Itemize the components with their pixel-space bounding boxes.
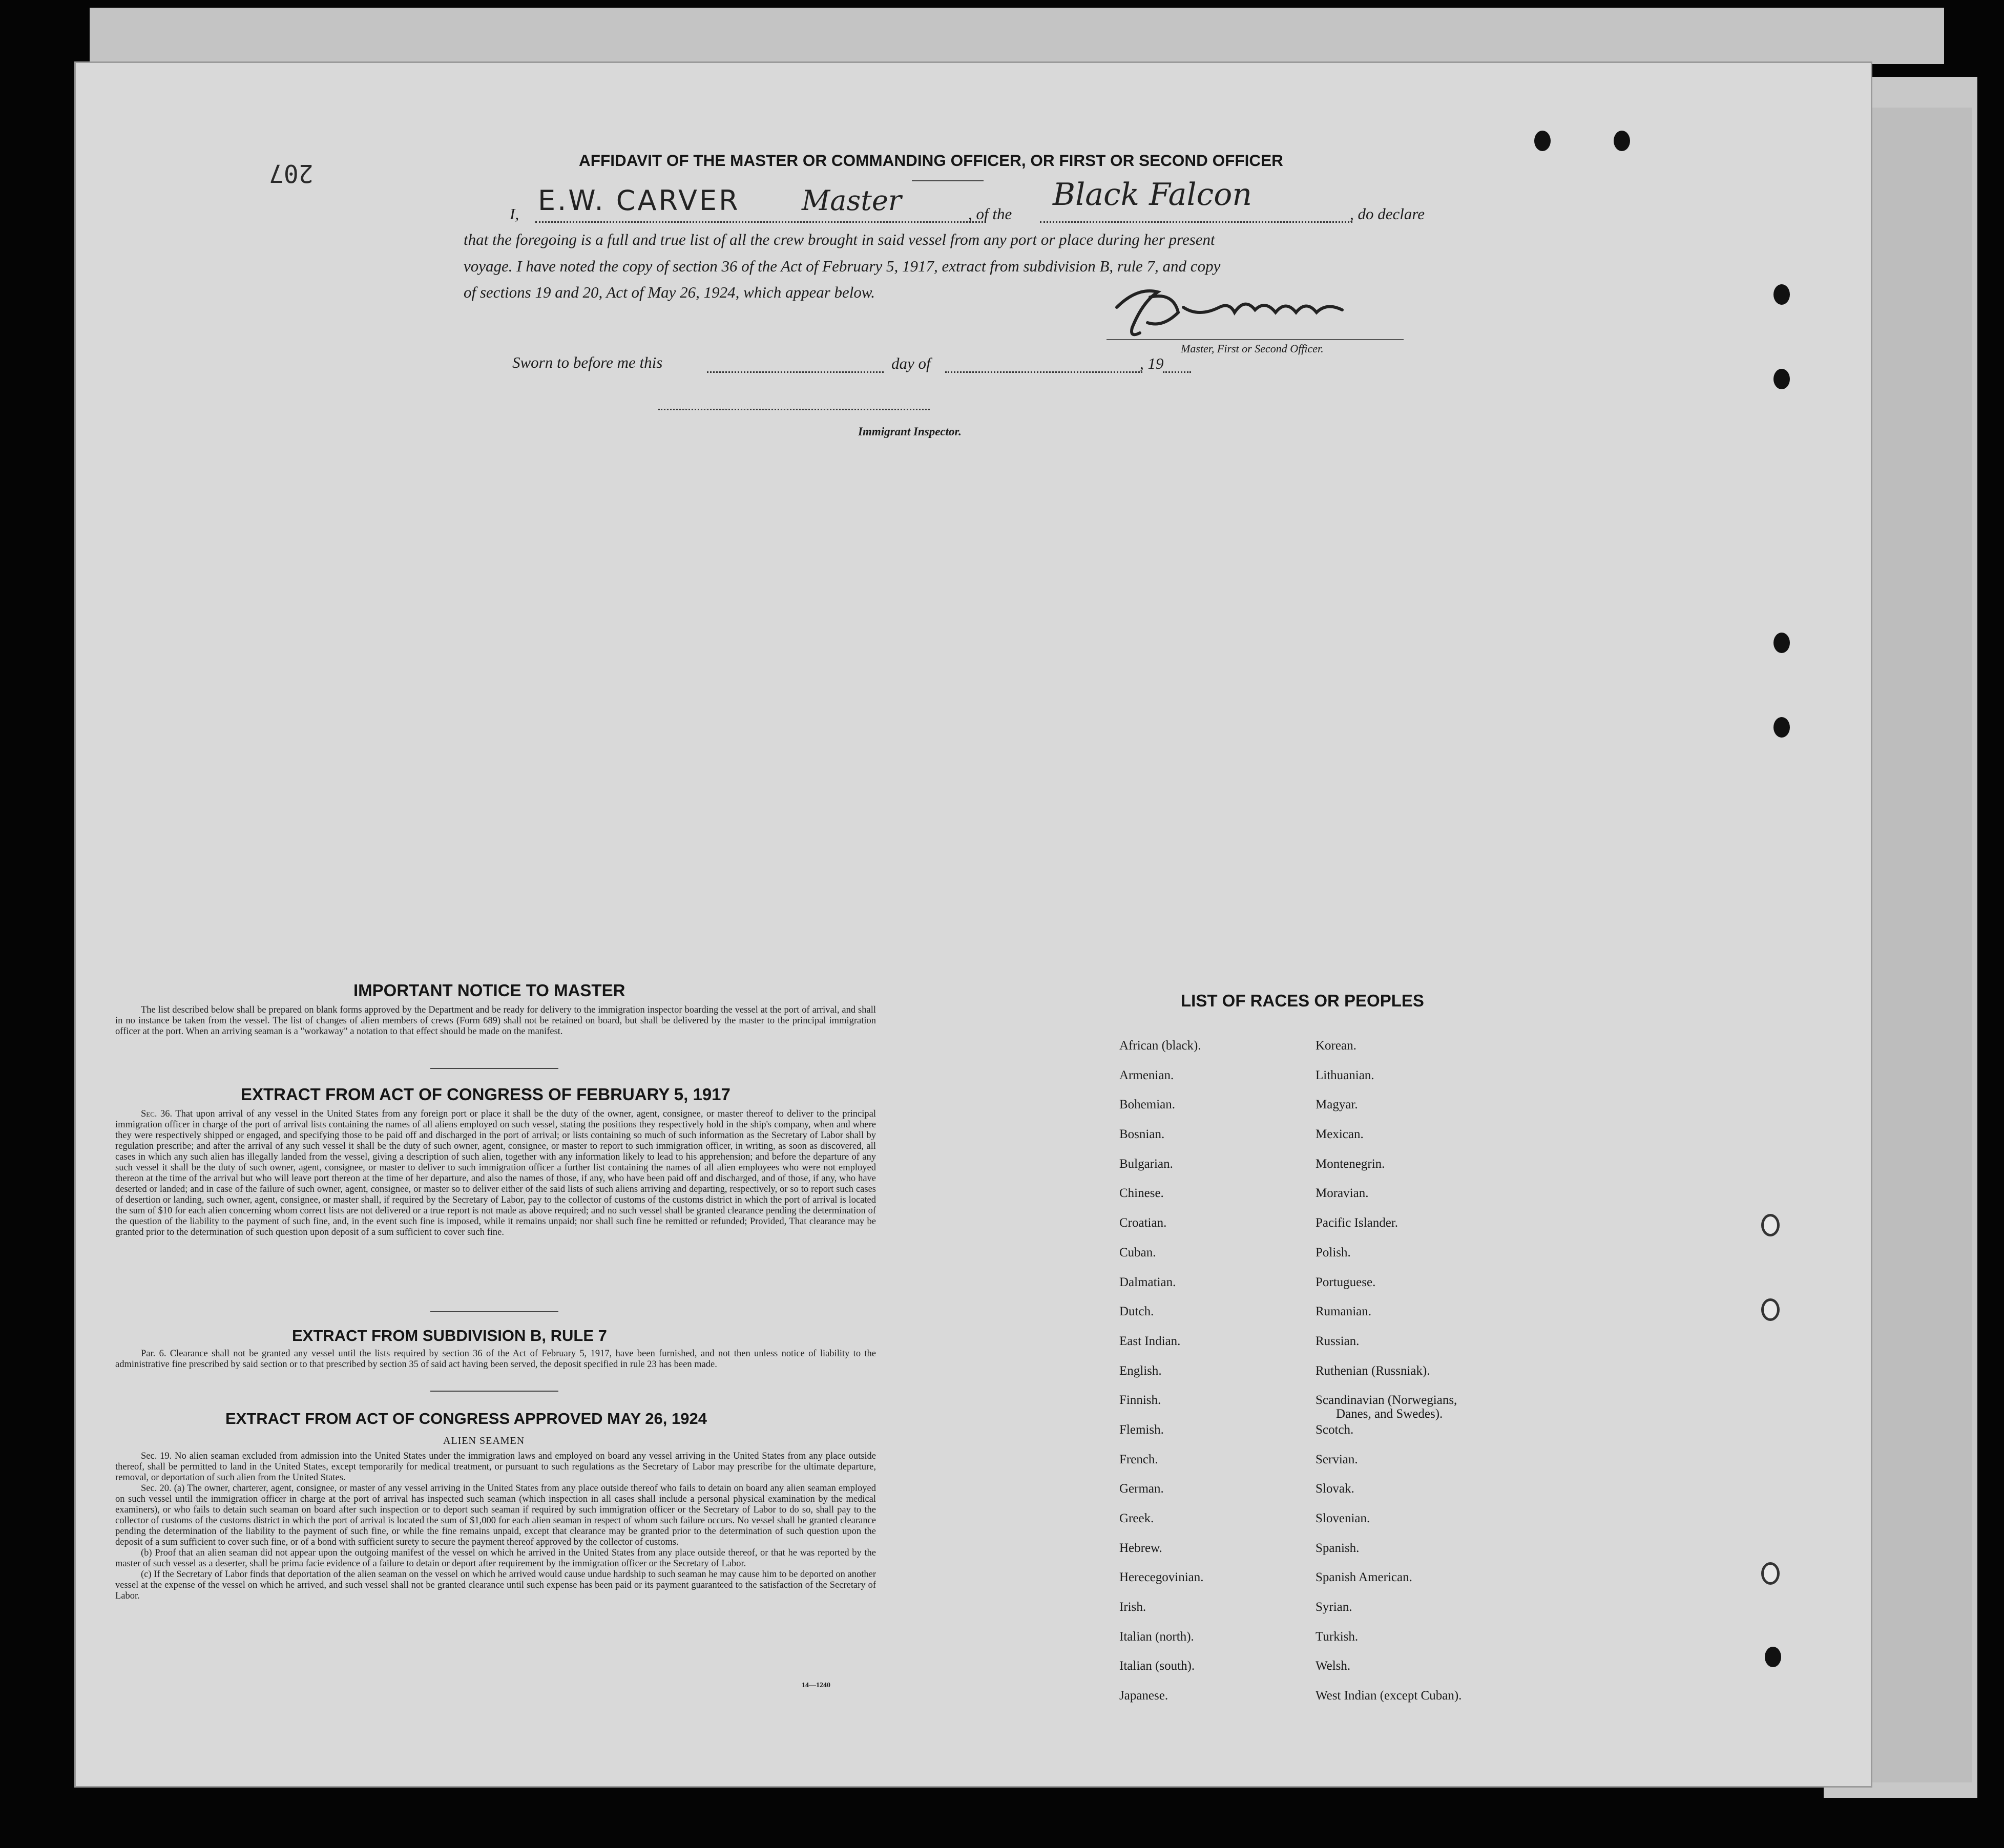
race-item: German. (1119, 1482, 1164, 1496)
race-item: Spanish. (1316, 1541, 1360, 1555)
vessel-line (1040, 221, 1352, 223)
race-item: Herecegovinian. (1119, 1570, 1204, 1585)
race-item: Italian (south). (1119, 1659, 1195, 1673)
race-item: West Indian (except Cuban). (1316, 1689, 1462, 1703)
race-item: Cuban. (1119, 1245, 1156, 1259)
race-item: Dutch. (1119, 1305, 1154, 1319)
race-item: Chinese. (1119, 1186, 1164, 1201)
line1-mid: , of the (968, 205, 1012, 223)
form-number: 14—1240 (802, 1682, 830, 1689)
race-item (1316, 1393, 1561, 1423)
bleed-through-text (1178, 440, 1844, 1030)
race-item: Servian. (1316, 1452, 1358, 1466)
race-item: Russian. (1316, 1334, 1360, 1348)
race-item: Japanese. (1119, 1689, 1168, 1703)
race-item-continuation: Danes, and Swedes). (1336, 1407, 1443, 1421)
sworn-day-of: day of (891, 354, 931, 372)
sec20c-text: (c) If the Secretary of Labor finds that deportation of the alien seaman on the vessel on which he arrived would cause undue hardship to such seaman he may cause him to be deported on another vessel at the expense of the vessel on which he arrived, and such vessel shall not be granted clearance until such expense has been paid or its payment guaranteed to the satisfaction of the Secretary of Labor. (115, 1569, 876, 1601)
extract-rule7-title: EXTRACT FROM SUBDIVISION B, RULE 7 (292, 1327, 607, 1345)
alien-seamen-subtitle: ALIEN SEAMEN (443, 1435, 525, 1446)
affidavit-line-2: that the foregoing is a full and true list of all the crew brought in said vessel from any port or place during her present (464, 230, 1215, 248)
race-item: Korean. (1316, 1039, 1356, 1053)
race-item: Italian (north). (1119, 1629, 1194, 1644)
master-signature (1101, 277, 1388, 348)
race-item: East Indian. (1119, 1334, 1181, 1348)
race-item: Bohemian. (1119, 1098, 1176, 1112)
affidavit-line-3: voyage. I have noted the copy of section 36 of the Act of February 5, 1917, extract from subdivision B, rule 7, and copy (464, 257, 1221, 275)
race-item: Pacific Islander. (1316, 1216, 1398, 1230)
extract-rule7-text: Par. 6. Clearance shall not be granted any vessel until the lists required by section 36 of the Act of February 5, 1917, have been furnished, and not then unless notice of liability to the administrative fine prescribed by said section or to that prescribed by section 35 of said act having been served, the deposit specified in rule 23 has been made. (115, 1349, 876, 1370)
extract-1924-text (115, 1451, 876, 1602)
race-item: Bosnian. (1119, 1127, 1165, 1142)
back-sheet-right-2 (1870, 108, 1972, 1782)
affidavit-title: AFFIDAVIT OF THE MASTER OR COMMANDING OFFICER, OR FIRST OR SECOND OFFICER (579, 151, 1283, 170)
race-item: Finnish. (1119, 1393, 1161, 1408)
race-item: Flemish. (1119, 1422, 1164, 1437)
race-item: African (black). (1119, 1039, 1201, 1053)
race-item: Spanish American. (1316, 1570, 1412, 1585)
notice-title: IMPORTANT NOTICE TO MASTER (353, 981, 625, 1000)
sworn-year: , 19 (1140, 354, 1164, 372)
back-sheet-top (90, 8, 1944, 64)
inspector-line (658, 409, 930, 410)
extract-rule7-rule (430, 1391, 558, 1392)
race-item: Rumanian. (1316, 1305, 1372, 1319)
signature-line (1107, 339, 1404, 340)
races-title: LIST OF RACES OR PEOPLES (1181, 991, 1424, 1010)
race-item: Welsh. (1316, 1659, 1351, 1673)
sec20b-text: (b) Proof that an alien seaman did not appear upon the outgoing manifest of the vessel on which he arrived in the United States from any place outside thereof, or that he was reported by the master of such vessel as a deserter, shall be prima facie evidence of a failure to detain or deport after requirement by the immigration officer or the Secretary of Labor. (115, 1548, 876, 1569)
vessel-name: Black Falcon (1053, 177, 1252, 213)
sec36-label: Sec. 36. (141, 1109, 173, 1119)
sec36-text: That upon arrival of any vessel in the United States from any foreign port or place it shall be the duty of the owner, agent, consignee, or master thereof to deliver to the principal immigration officer in charge of the port of arrival lists containing the names of all aliens employed on such vessel, stating the positions they respectively hold in the ship's company, when and where they were respectively shipped or engaged, and specifying those to be paid off and discharged in the port of arrival; or lists containing so much of such information as the Secretary of Labor shall by regulation prescribe; and after the arrival of any such vessel it shall be the duty of such owner, agent, consignee, or master to report to such immigration officer, in writing, as soon as discovered, all cases in which any such alien has illegally landed from the vessel, giving a description of such alien, together with any information likely to lead to his apprehension; and before the departure of any such vessel it shall be the duty of such owner, agent, consignee, or master to deliver to such immigration officer a further list containing the names of all alien employees who were not employed thereon at the time of the arrival but who will leave port thereon at the time of her departure, and also the names of those, if any, who have been paid off and discharged, and of those, if any, who have deserted or landed; and in case of the failure of such owner, agent, consignee, or master so to deliver either of the said lists of such aliens arriving and departing, respectively, or so to report such cases of desertion or landing, such owner, agent, consignee, or master shall, if required by the Secretary of Labor, pay to the collector of customs of the customs district in which the port of arrival is located the sum of $10 for each alien concerning whom correct lists are not delivered or a true report is not made as above required; and no such vessel shall be granted clearance pending the determination of the question of the liability to the payment of such fine, and, in the event such fine is imposed, while it remains unpaid; nor shall such fine be remitted or refunded; Provided, That clearance may be granted prior to the determination of such question upon deposit of a sum sufficient to cover such fine. (115, 1109, 876, 1237)
master-name: E.W. CARVER (538, 184, 740, 217)
binder-hole (1773, 369, 1790, 389)
race-item: Syrian. (1316, 1600, 1352, 1614)
race-item: Croatian. (1119, 1216, 1167, 1230)
name-line (535, 221, 986, 223)
race-item: Slovak. (1316, 1482, 1354, 1496)
binder-hole (1773, 284, 1790, 305)
sworn-year-line (1163, 371, 1191, 373)
margin-mark: 207 (269, 159, 314, 187)
affidavit-line-4: of sections 19 and 20, Act of May 26, 1924, which appear below. (464, 283, 875, 301)
sworn-month-line (945, 371, 1142, 373)
race-item: French. (1119, 1452, 1158, 1466)
race-item: Scotch. (1316, 1422, 1354, 1437)
extract-1917-text (115, 1109, 876, 1238)
race-item-text: Scandinavian (Norwegians, (1316, 1393, 1457, 1408)
race-item: Greek. (1119, 1511, 1154, 1525)
notice-rule (430, 1068, 558, 1069)
race-item: Mexican. (1316, 1127, 1364, 1142)
race-item: Irish. (1119, 1600, 1146, 1614)
race-item: Portuguese. (1316, 1275, 1376, 1289)
binder-hole (1773, 633, 1790, 653)
race-item: Lithuanian. (1316, 1068, 1374, 1082)
race-item: Moravian. (1316, 1186, 1369, 1201)
sec19-text: Sec. 19. No alien seaman excluded from admission into the United States under the immigration laws and employed on board any vessel arriving in the United States from any place outside thereof, shall be permitted to land in the United States, except temporarily for medical treatment, or pursuant to such regulations as the Secretary of Labor may prescribe for the ultimate departure, removal, or deportation of such alien from the United States. (115, 1451, 876, 1483)
binder-hole (1761, 1562, 1780, 1585)
sworn-prefix: Sworn to before me this (512, 353, 663, 371)
race-item: Magyar. (1316, 1098, 1358, 1112)
extract-1924-title: EXTRACT FROM ACT OF CONGRESS APPROVED MAY 26, 1924 (225, 1410, 707, 1427)
race-item: Turkish. (1316, 1629, 1359, 1644)
binder-hole (1761, 1298, 1780, 1321)
master-role: Master (802, 184, 902, 217)
race-item: English. (1119, 1363, 1162, 1378)
binder-hole (1765, 1647, 1781, 1667)
extract-1917-rule (430, 1311, 558, 1312)
race-item: Polish. (1316, 1245, 1351, 1259)
notice-text: The list described below shall be prepared on blank forms approved by the Department and be ready for delivery to the immigration inspector boarding the vessel at the port of arrival, and shall in no instance be taken from the vessel. The list of changes of alien members of crews (Form 689) shall not be retained on board, but shall be delivered by the master to the principal immigration officer at the port. When an arriving seaman is a "workaway" a notation to that effect should be made on the manifest. (115, 1005, 876, 1037)
race-item: Hebrew. (1119, 1541, 1162, 1555)
line1-prefix: I, (510, 205, 519, 223)
line1-suffix: , do declare (1350, 205, 1425, 223)
sec20a-text: Sec. 20. (a) The owner, charterer, agent, consignee, or master of any vessel arriving in the United States from any place outside thereof who fails to detain on board any alien seaman employed on such vessel until the immigration officer in charge at the port of arrival has inspected such seaman (which inspection in all cases shall include a personal physical examination by the medical examiners), or who fails to detain such seaman on board after such inspection or to deport such seaman if required by such immigration officer or the Secretary of Labor to do so, shall pay to the collector of customs of the customs district in which the port of arrival is located the sum of $1,000 for each alien seaman in respect of whom such failure occurs. No vessel shall be granted clearance pending the determination of the liability to the payment of such fine, or while the fine remains unpaid, except that clearance may be granted prior to the determination of such question upon the deposit of a sum sufficient to cover such fine, or of a bond with sufficient surety to secure the payment thereof approved by the collector of customs. (115, 1483, 876, 1547)
race-item: Montenegrin. (1316, 1157, 1385, 1171)
races-column-1 (1119, 1039, 1293, 1718)
race-item: Dalmatian. (1119, 1275, 1176, 1289)
race-item: Armenian. (1119, 1068, 1174, 1082)
binder-hole (1614, 131, 1630, 151)
sworn-day-line (707, 371, 884, 373)
binder-hole (1773, 717, 1790, 738)
race-item: Slovenian. (1316, 1511, 1370, 1525)
inspector-caption: Immigrant Inspector. (858, 425, 962, 438)
binder-hole (1761, 1214, 1780, 1236)
extract-1917-title: EXTRACT FROM ACT OF CONGRESS OF FEBRUARY 5, 1917 (241, 1085, 730, 1104)
races-column-2 (1316, 1039, 1561, 1718)
race-item: Bulgarian. (1119, 1157, 1173, 1171)
race-item: Ruthenian (Russniak). (1316, 1363, 1430, 1378)
signature-caption: Master, First or Second Officer. (1181, 342, 1324, 355)
binder-hole (1534, 131, 1551, 151)
title-rule (912, 180, 984, 181)
